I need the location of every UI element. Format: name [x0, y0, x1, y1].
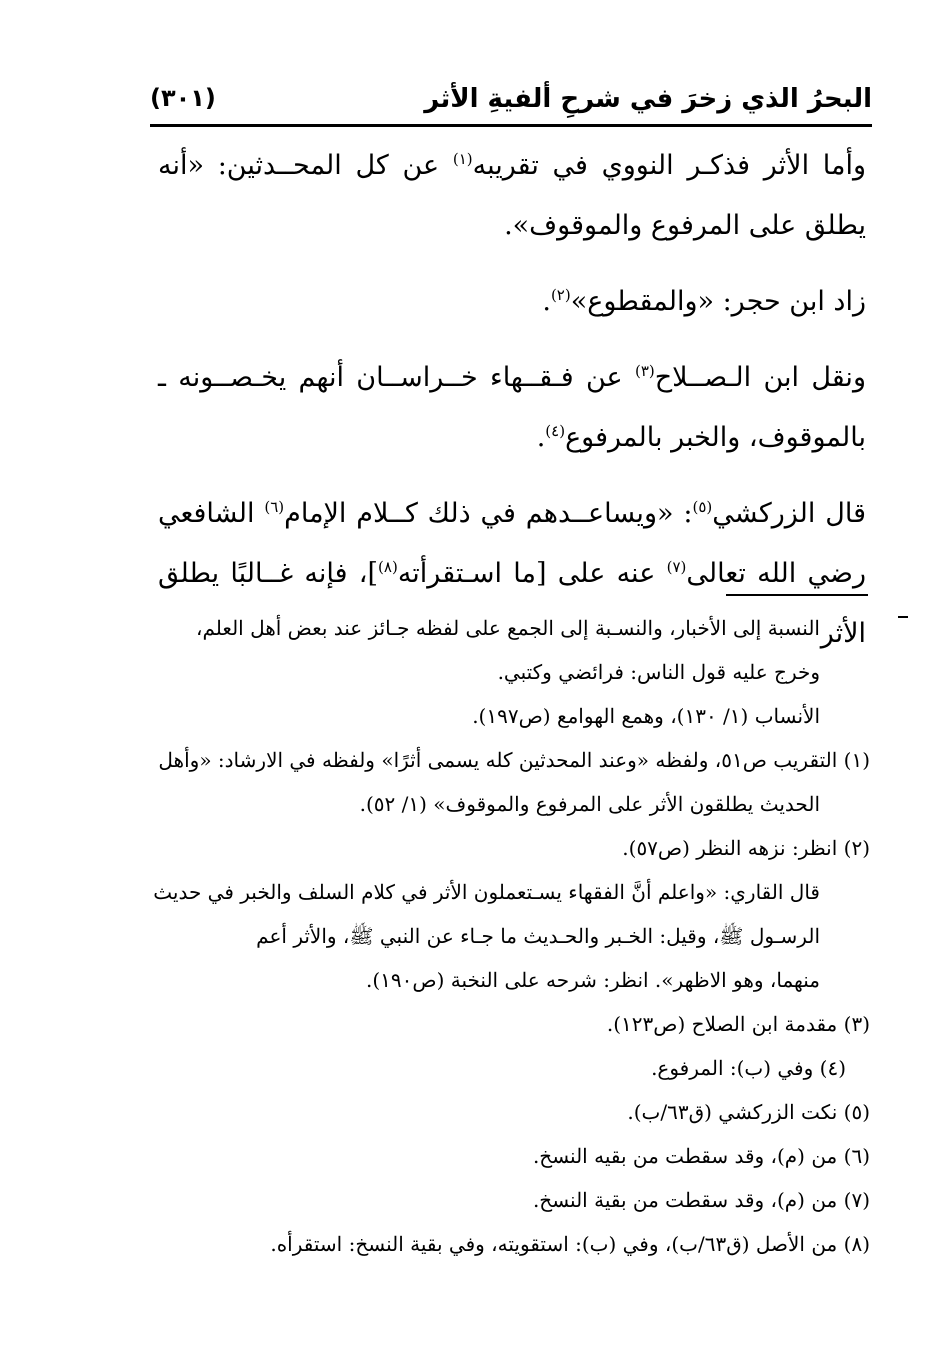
- footnote-continuation-line-1: النسبة إلى الأخبار، والنسـبة إلى الجمع على لفظه جـائز عند بعض أهل العلم،: [196, 616, 820, 640]
- footnote-ref-3: (٣): [634, 362, 655, 380]
- footnote-ref-8: (٨): [378, 558, 398, 576]
- footnote-continuation-line-2: وخرج عليه قول الناس: فرائضي وكتبي.: [497, 660, 820, 684]
- footnote-2-line-4: منهما، وهو الاظهر». انظر: شرحه على النخبة (ص١٩٠).: [366, 968, 820, 992]
- paragraph-3: ونقل ابن الـصــلاح$^{(٣)}$ عن فـقــهاء خــراســان أنهم يخـصــونه ـ بالموقوف، والخبر بالمرفوع$^{(٤)}$.: [158, 362, 866, 453]
- paragraph-1: وأما الأثر فذكـر النووي في تقريبه$^{(١)}$ عن كل المحــدثين: «أنه يطلق على المرفوع والموقوف».: [158, 150, 866, 241]
- page-number: (٣٠١): [150, 84, 216, 112]
- footnote-4: (٤) وفي (ب): المرفوع.: [651, 1056, 846, 1080]
- footnote-8: (٨) من الأصل (ق٦٣/ب)، وفي (ب): استقويته، وفي بقية النسخ: استقرأه.: [270, 1232, 870, 1256]
- main-text: [158, 136, 866, 680]
- header-rule: [150, 124, 872, 127]
- footnote-2-line-3: الرسـول ﷺ، وقيل: الخـبر والحـديث ما جـاء عن النبي ﷺ، والأثر أعم: [256, 924, 820, 948]
- footnote-3: (٣) مقدمة ابن الصلاح (ص١٢٣).: [606, 1012, 870, 1036]
- footnotes: [153, 606, 870, 1266]
- paragraph-2: زاد ابن حجر: «والمقطوع»$^{(٢)}$.: [542, 286, 866, 317]
- paragraph-4: قال الزركشي$^{(٥)}$: «ويساعــدهم في ذلك كــلام الإمام$^{(٦)}$ الشافعي رضي الله تعالى$^{(٧)}$ عنه على [ما اسـتقرأته$^{(٨)}$]، فإنه غــالبًا يطلق الأثر: [158, 498, 866, 649]
- footnote-continuation-line-3: الأنساب (١/ ١٣٠)، وهمع الهوامع (ص١٩٧).: [472, 704, 820, 728]
- footnote-ref-2: (٢): [550, 286, 571, 304]
- footnote-ref-1: (١): [452, 150, 473, 168]
- page-header: [150, 76, 872, 126]
- footnote-6: (٦) من (م)، وقد سقطت من بقيه النسخ.: [532, 1144, 870, 1168]
- footnote-7: (٧) من (م)، وقد سقطت من بقية النسخ.: [532, 1188, 870, 1212]
- margin-mark: [898, 616, 908, 618]
- footnote-ref-7: (٧): [666, 558, 687, 576]
- running-title: البحرُ الذي زخرَ في شرحِ ألفيةِ الأثر: [424, 84, 872, 114]
- footnote-ref-4: (٤): [545, 422, 566, 440]
- footnote-1-line-1: (١) التقريب ص٥١، ولفظه «وعند المحدثين كله يسمى أثرًا» ولفظه في الارشاد: «وأهل: [158, 748, 870, 772]
- footnote-separator: [726, 594, 868, 596]
- footnote-1-line-2: الحديث يطلقون الأثر على المرفوع والموقوف» (١/ ٥٢).: [359, 792, 820, 816]
- footnote-2-line-1: (٢) انظر: نزهه النظر (ص٥٧).: [622, 836, 870, 860]
- footnote-5: (٥) نكت الزركشي (ق٦٣/ب).: [627, 1100, 870, 1124]
- footnote-2-line-2: قال القاري: «واعلم أنَّ الفقهاء يسـتعملون الأثر في كلام السلف والخبر في حديث: [153, 880, 820, 904]
- footnote-ref-5: (٥): [692, 498, 713, 516]
- footnote-ref-6: (٦): [264, 498, 285, 516]
